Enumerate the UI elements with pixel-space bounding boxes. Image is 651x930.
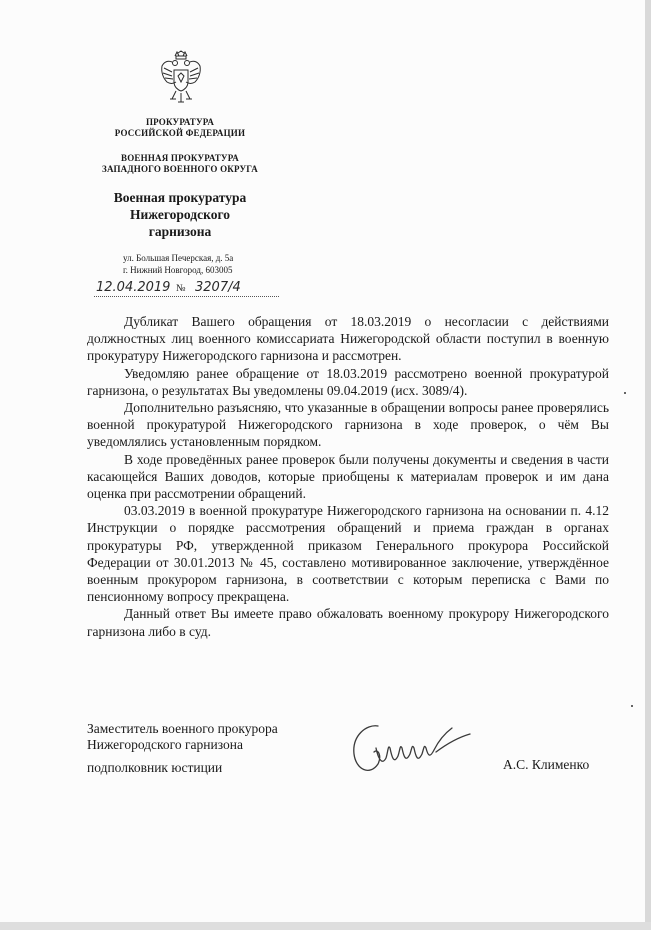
scan-speck	[624, 392, 626, 394]
paragraph: Дополнительно разъясняю, что указанные в обращении вопросы ранее проверялись военной прокуратурой Нижегородского гарнизона в ходе проверок, о чём Вы уведомлялись установленным порядком.	[87, 400, 609, 450]
paragraph: 03.03.2019 в военной прокуратуре Нижегородского гарнизона на основании п. 4.12 Инструкции о порядке рассмотрения обращений и приема граждан в органах прокуратуры РФ, утвержденной приказом Генерального прокурора Российской Федерации от 30.01.2013 № 45, составлено мотивированное заключение, утверждённое военным прокурором гарнизона, в соответствии с которым переписка с Вами по пенсионному вопросу прекращена.	[87, 503, 609, 605]
registration-line	[94, 280, 279, 298]
page-edge	[0, 922, 651, 930]
agency-line: ПРОКУРАТУРА	[145, 117, 215, 127]
scan-speck	[631, 705, 633, 707]
page-edge	[645, 0, 651, 930]
office-address	[123, 252, 233, 276]
signatory-name: А.С. Клименко	[503, 757, 590, 772]
letter-body	[87, 313, 609, 640]
office-line: Нижегородского	[129, 207, 230, 222]
agency-line: РОССИЙСКОЙ ФЕДЕРАЦИИ	[114, 128, 246, 138]
unit-line: ВОЕННАЯ ПРОКУРАТУРА	[121, 153, 239, 163]
unit-name	[80, 153, 280, 175]
registration-underline	[94, 296, 279, 297]
address-street: ул. Большая Печерская, д. 5а	[123, 253, 234, 263]
office-line: Военная прокуратура	[113, 190, 247, 205]
paragraph: Дубликат Вашего обращения от 18.03.2019 о несогласии с действиями должностных лиц военного комиссариата Нижегородской области поступил в военную прокуратуру Нижегородского гарнизона и рассмотрен.	[87, 314, 609, 364]
address-city: г. Нижний Новгород, 603005	[123, 265, 233, 275]
registration-number-label: №	[176, 283, 186, 294]
agency-name	[80, 117, 280, 139]
handwritten-signature	[348, 718, 478, 783]
paragraph: Данный ответ Вы имеете право обжаловать военному прокурору Нижегородского гарнизона либо в суд.	[87, 606, 609, 639]
office-line: гарнизона	[148, 224, 212, 239]
unit-line: ЗАПАДНОГО ВОЕННОГО ОКРУГА	[102, 164, 258, 174]
office-name	[80, 189, 280, 240]
paragraph: Уведомляю ранее обращение от 18.03.2019 рассмотрено военной прокуратурой гарнизона, о результатах Вы уведомлены 09.04.2019 (исх. 3089/4).	[87, 365, 609, 398]
registration-number: 3207/4	[195, 280, 241, 295]
signatory-title-line: Заместитель военного прокурора	[87, 721, 278, 736]
signatory-rank: подполковник юстиции	[87, 760, 223, 775]
coat-of-arms-icon	[158, 50, 204, 106]
signatory-title-line: Нижегородского гарнизона	[87, 737, 243, 752]
paragraph: В ходе проведённых ранее проверок были получены документы и сведения в части касающейся Ваших доводов, которые приобщены к материалам проверок и им дана оценка при рассмотрении обращений.	[87, 451, 609, 502]
signatory-title	[87, 721, 278, 753]
registration-date: 12.04.2019	[96, 280, 171, 295]
